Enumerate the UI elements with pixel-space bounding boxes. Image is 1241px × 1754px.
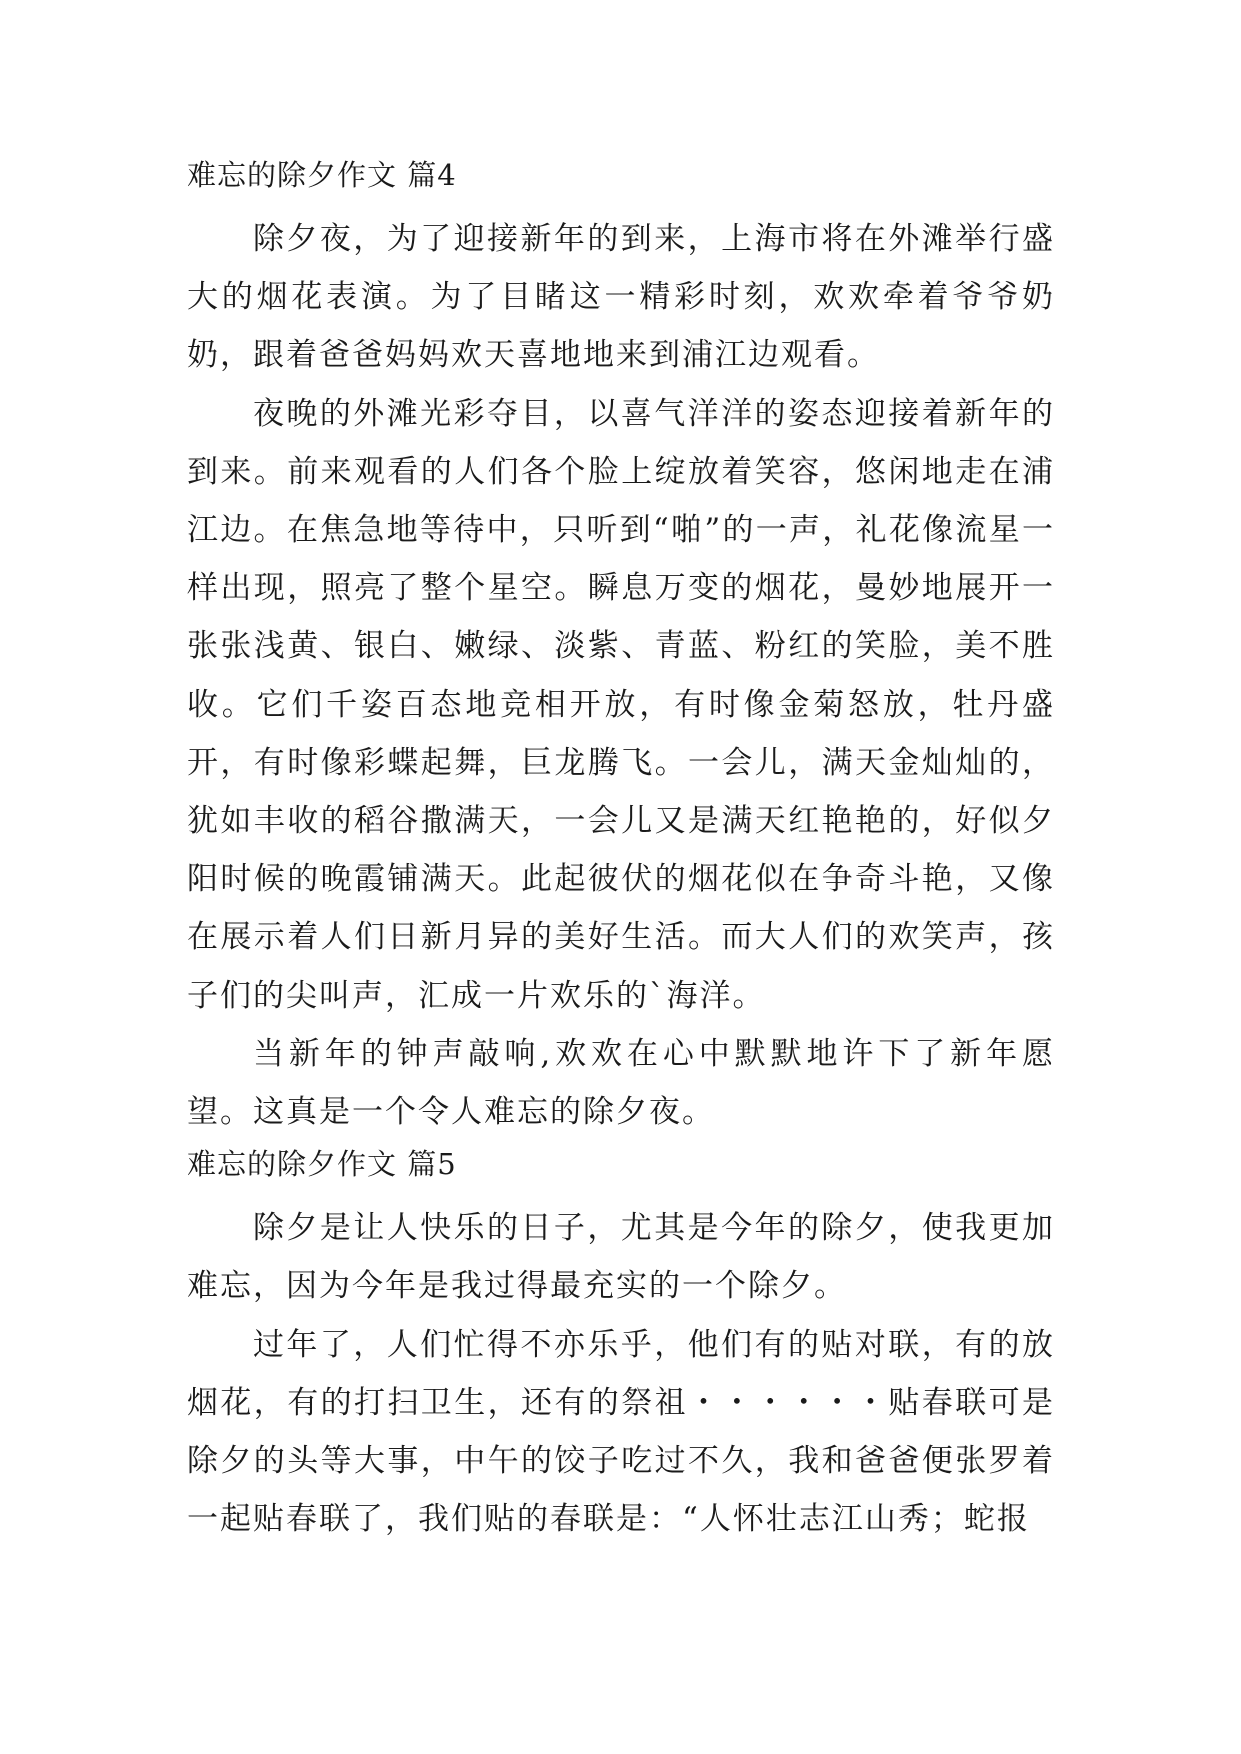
section-heading-5: 难忘的除夕作文 篇5 [187, 1147, 457, 1182]
paragraph: 夜晚的外滩光彩夺目，以喜气洋洋的姿态迎接着新年的到来。前来观看的人们各个脸上绽放着笑容，悠闲地走在浦江边。在焦急地等待中，只听到“啪”的一声，礼花像流星一样出现，照亮了整个星空。瞬息万变的烟花，曼妙地展开一张张浅黄、银白、嫩绿、淡紫、青蓝、粉红的笑脸，美不胜收。它们千姿百态地竞相开放，有时像金菊怒放，牡丹盛开，有时像彩蝶起舞，巨龙腾飞。一会儿，满天金灿灿的，犹如丰收的稻谷撒满天，一会儿又是满天红艳艳的，好似夕阳时候的晚霞铺满天。此起彼伏的烟花似在争奇斗艳，又像在展示着人们日新月异的美好生活。而大人们的欢笑声，孩子们的尖叫声，汇成一片欢乐的`海洋。 [187, 395, 1055, 1014]
section-heading-4: 难忘的除夕作文 篇4 [187, 158, 457, 192]
document-content [187, 152, 1055, 1548]
paragraph: 除夕夜，为了迎接新年的到来，上海市将在外滩举行盛大的烟花表演。为了目睹这一精彩时刻，欢欢牵着爷爷奶奶，跟着爸爸妈妈欢天喜地地来到浦江边观看。 [187, 221, 1055, 374]
paragraph: 过年了，人们忙得不亦乐乎，他们有的贴对联，有的放烟花，有的打扫卫生，还有的祭祖・・・・・・贴春联可是除夕的头等大事，中午的饺子吃过不久，我和爸爸便张罗着一起贴春联了，我们贴的春联是：“人怀壮志江山秀；蛇报 [187, 1326, 1055, 1538]
paragraph: 除夕是让人快乐的日子，尤其是今年的除夕，使我更加难忘，因为今年是我过得最充实的一个除夕。 [187, 1210, 1055, 1305]
paragraph: 当新年的钟声敲响,欢欢在心中默默地许下了新年愿望。这真是一个令人难忘的除夕夜。 [187, 1035, 1055, 1131]
